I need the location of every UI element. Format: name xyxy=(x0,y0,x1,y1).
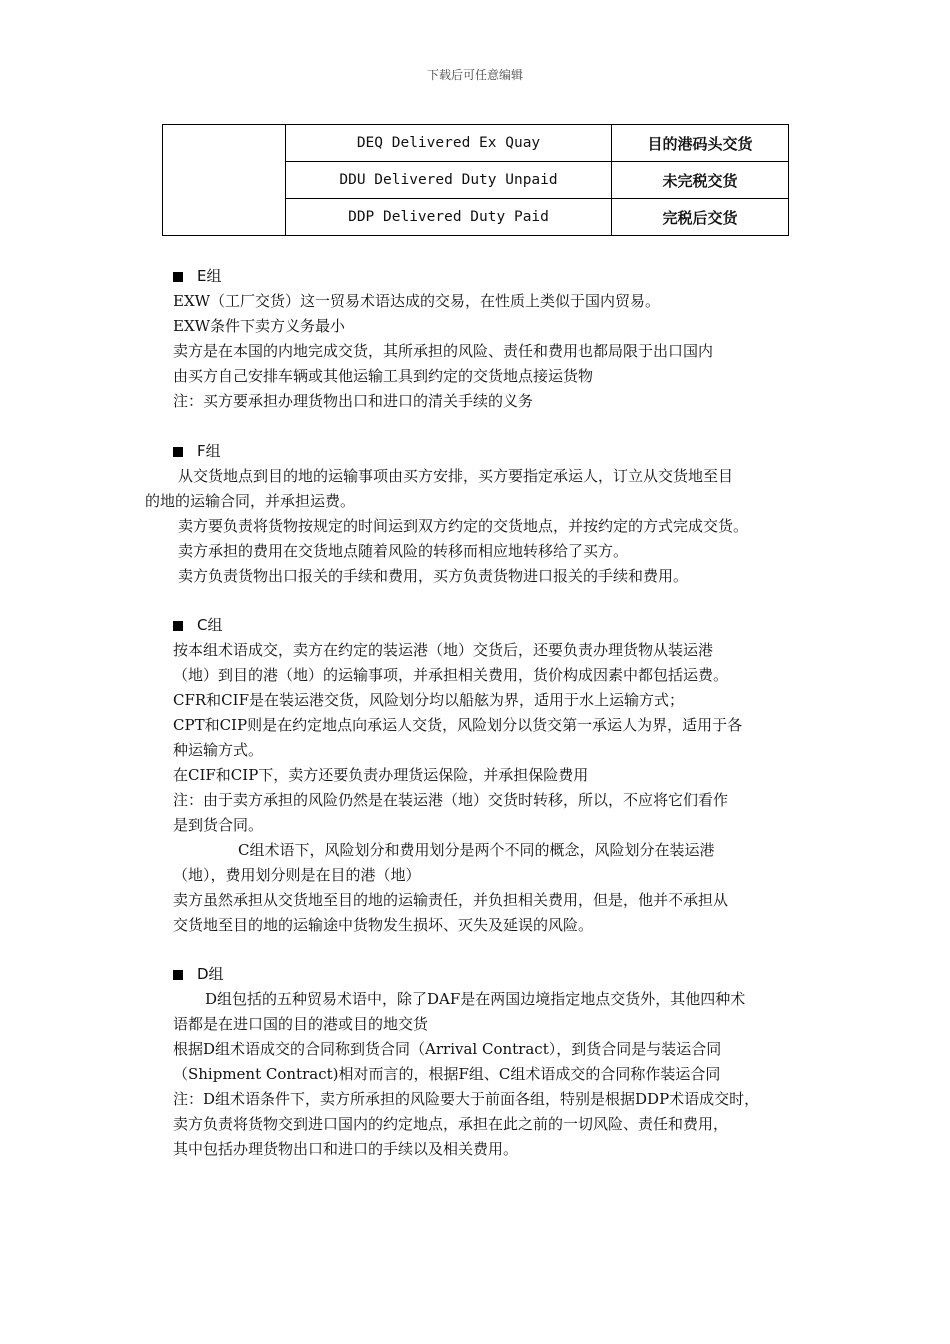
section-heading-d: D组 xyxy=(173,962,224,987)
meaning-cell: 未完税交货 xyxy=(612,162,789,199)
body-line: 种运输方式。 xyxy=(173,741,264,759)
body-line: 其中包括办理货物出口和进口的手续以及相关费用。 xyxy=(173,1140,519,1158)
body-line: （地），费用划分则是在目的港（地） xyxy=(173,866,421,884)
body-line: 卖方承担的费用在交货地点随着风险的转移而相应地转移给了买方。 xyxy=(178,542,629,560)
section-heading-c: C组 xyxy=(173,613,222,638)
body-line: 语都是在进口国的目的港或目的地交货 xyxy=(173,1015,429,1033)
body-line: 由买方自己安排车辆或其他运输工具到约定的交货地点接运货物 xyxy=(173,367,594,385)
body-line: 是到货合同。 xyxy=(173,816,264,834)
term-cell: DDP Delivered Duty Paid xyxy=(286,199,612,236)
group-cell xyxy=(163,125,286,236)
square-bullet-icon xyxy=(173,272,183,282)
body-line: 注：由于卖方承担的风险仍然是在装运港（地）交货时转移，所以，不应将它们看作 xyxy=(173,791,729,809)
body-line: CPT和CIP则是在约定地点向承运人交货，风险划分以货交第一承运人为界，适用于各 xyxy=(173,716,743,734)
term-cell: DDU Delivered Duty Unpaid xyxy=(286,162,612,199)
body-line: 卖方是在本国的内地完成交货，其所承担的风险、责任和费用也都局限于出口国内 xyxy=(173,342,714,360)
body-line: CFR和CIF是在装运港交货，风险划分均以船舷为界，适用于水上运输方式； xyxy=(173,691,684,709)
body-line: 卖方虽然承担从交货地至目的地的运输责任，并负担相关费用，但是，他并不承担从 xyxy=(173,891,729,909)
body-line: 注：D组术语条件下，卖方所承担的风险要大于前面各组，特别是根据DDP术语成交时， xyxy=(173,1090,760,1108)
body-line: 卖方要负责将货物按规定的时间运到双方约定的交货地点，并按约定的方式完成交货。 xyxy=(178,517,749,535)
body-line: 在CIF和CIP下，卖方还要负责办理货运保险，并承担保险费用 xyxy=(173,766,589,784)
meaning-cell: 完税后交货 xyxy=(612,199,789,236)
body-line: （地）到目的港（地）的运输事项，并承担相关费用，货价构成因素中都包括运费。 xyxy=(173,666,729,684)
body-line: 卖方负责货物出口报关的手续和费用，买方负责货物进口报关的手续和费用。 xyxy=(178,567,689,585)
body-line: 从交货地点到目的地的运输事项由买方安排，买方要指定承运人，订立从交货地至目 xyxy=(178,467,734,485)
page-header: 下载后可任意编辑 xyxy=(426,68,523,82)
body-line: 根据D组术语成交的合同称到货合同（Arrival Contract），到货合同是与装运合同 xyxy=(173,1040,722,1058)
body-line: 注：买方要承担办理货物出口和进口的清关手续的义务 xyxy=(173,392,534,410)
body-line: EXW条件下卖方义务最小 xyxy=(173,317,346,335)
body-line: 按本组术语成交，卖方在约定的装运港（地）交货后，还要负责办理货物从装运港 xyxy=(173,641,714,659)
body-line: C组术语下，风险划分和费用划分是两个不同的概念，风险划分在装运港 xyxy=(238,841,715,859)
body-line: （Shipment Contract)相对而言的，根据F组、C组术语成交的合同称作装运合同 xyxy=(173,1065,721,1083)
square-bullet-icon xyxy=(173,621,183,631)
body-line: 卖方负责将货物交到进口国内的约定地点，承担在此之前的一切风险、责任和费用， xyxy=(173,1115,729,1133)
body-line: D组包括的五种贸易术语中，除了DAF是在两国边境指定地点交货外，其他四种术 xyxy=(205,990,746,1008)
body-line: EXW（工厂交货）这一贸易术语达成的交易，在性质上类似于国内贸易。 xyxy=(173,292,661,310)
meaning-cell: 目的港码头交货 xyxy=(612,125,789,162)
square-bullet-icon xyxy=(173,970,183,980)
trade-terms-table xyxy=(162,124,789,236)
body-line: 交货地至目的地的运输途中货物发生损坏、灭失及延误的风险。 xyxy=(173,916,594,934)
section-heading-e: E组 xyxy=(173,264,221,289)
square-bullet-icon xyxy=(173,447,183,457)
term-cell: DEQ Delivered Ex Quay xyxy=(286,125,612,162)
body-line: 的地的运输合同，并承担运费。 xyxy=(145,492,356,510)
section-heading-f: F组 xyxy=(173,439,221,464)
table-row xyxy=(163,125,789,162)
